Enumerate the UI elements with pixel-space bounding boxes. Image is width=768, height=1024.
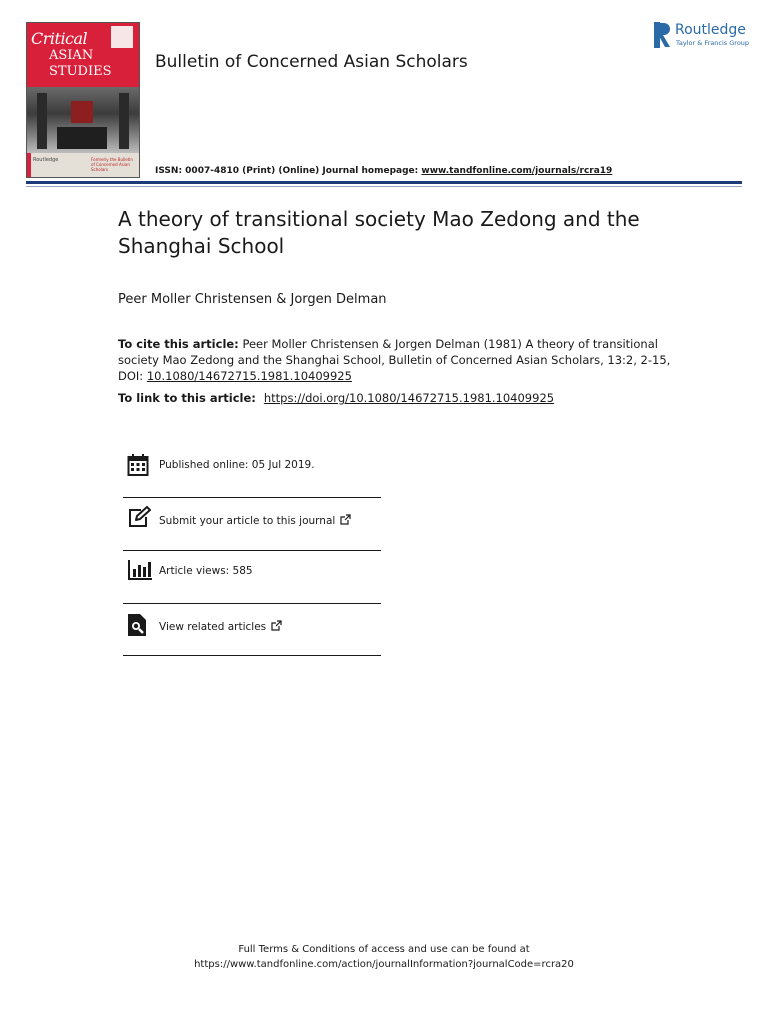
routledge-r-icon	[654, 22, 671, 48]
issn-line	[155, 166, 612, 176]
published-online-label: Published online: 05 Jul 2019.	[159, 459, 315, 471]
header-divider-thin	[26, 186, 742, 187]
document-search-icon	[127, 613, 149, 637]
citation-block	[118, 336, 678, 384]
related-articles-text: View related articles	[159, 621, 267, 633]
article-title: A theory of transitional society Mao Zedong and the Shanghai School	[118, 207, 640, 258]
cover-pillar-right	[119, 93, 129, 149]
info-divider	[123, 655, 381, 656]
cite-text: Peer Moller Christensen & Jorgen Delman (1981) A theory of transitional society Mao Zedong and the Shanghai School, Bulletin of Concerned Asian Scholars, 13:2, 2-15, DOI:	[118, 337, 671, 383]
submit-article-text: Submit your article to this journal	[159, 515, 336, 527]
cover-title-line3: STUDIES	[49, 64, 112, 79]
header-divider	[26, 181, 742, 184]
article-views-row	[123, 559, 381, 585]
publisher-name: Routledge	[675, 22, 746, 38]
cover-altar	[57, 127, 107, 149]
journal-cover-image	[26, 22, 140, 178]
info-divider	[123, 603, 381, 604]
submit-article-label[interactable]	[159, 514, 351, 527]
published-online-row	[123, 453, 381, 479]
cover-title-line1: Critical	[31, 29, 88, 48]
cite-label: To cite this article:	[118, 337, 239, 351]
article-authors: Peer Moller Christensen & Jorgen Delman	[118, 292, 387, 307]
edit-icon	[127, 506, 153, 528]
cite-doi-link[interactable]: 10.1080/14672715.1981.10409925	[146, 369, 352, 383]
related-articles-label[interactable]	[159, 620, 282, 633]
article-views-label: Article views: 585	[159, 565, 253, 577]
cover-pillar-left	[37, 93, 47, 149]
submit-article-row[interactable]	[123, 506, 381, 532]
calendar-icon	[127, 453, 149, 477]
external-link-icon	[340, 514, 351, 525]
cover-volume-box	[111, 26, 133, 48]
footer-line1: Full Terms & Conditions of access and use can be found at	[238, 944, 530, 955]
issn-text: ISSN: 0007-4810 (Print) (Online) Journal homepage:	[155, 166, 422, 176]
cover-photo	[27, 87, 139, 153]
bar-chart-icon	[127, 559, 153, 581]
publisher-logo[interactable]	[654, 22, 750, 50]
info-divider	[123, 550, 381, 551]
publisher-subtitle: Taylor & Francis Group	[676, 39, 750, 47]
link-label: To link to this article:	[118, 391, 260, 405]
cover-bottom-bar	[27, 153, 31, 177]
cover-caption: Formerly the Bulletin of Concerned Asian Scholars	[91, 157, 133, 172]
journal-homepage-link[interactable]: www.tandfonline.com/journals/rcra19	[421, 166, 613, 176]
footer-terms-link[interactable]: https://www.tandfonline.com/action/journalInformation?journalCode=rcra20	[194, 959, 574, 970]
info-divider	[123, 497, 381, 498]
cover-portrait	[71, 101, 93, 123]
cover-title-line2: ASIAN	[49, 48, 94, 63]
cover-publisher-mark: Routledge	[33, 157, 59, 163]
journal-title: Bulletin of Concerned Asian Scholars	[155, 52, 468, 72]
footer-terms	[0, 942, 768, 972]
article-link-line	[118, 390, 678, 406]
related-articles-row[interactable]	[123, 613, 381, 639]
external-link-icon	[271, 620, 282, 631]
article-doi-link[interactable]: https://doi.org/10.1080/14672715.1981.10409925	[263, 391, 555, 405]
